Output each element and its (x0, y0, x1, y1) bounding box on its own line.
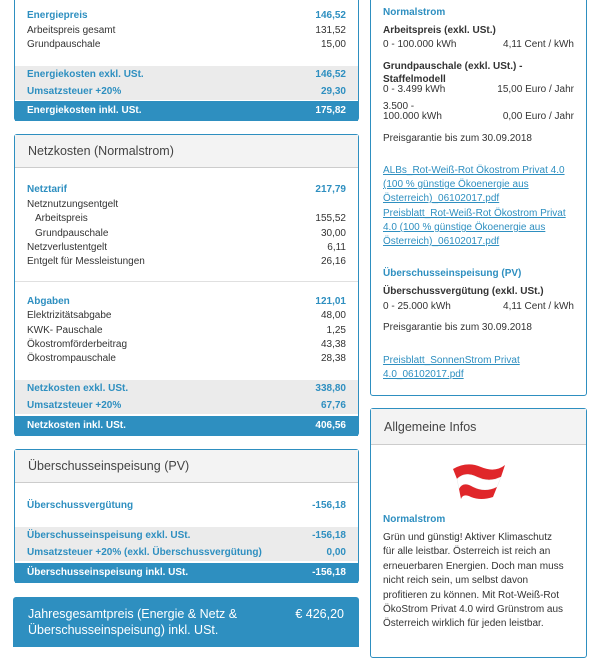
netz-arbeitspreis-row (27, 212, 346, 226)
oekopauschale-label: Ökostrompauschale (27, 353, 116, 364)
sonnenstrom-pdf-link-line[interactable]: Preisblatt_SonnenStrom Privat (383, 355, 520, 366)
abgaben-value: 121,01 (315, 296, 346, 307)
tariff-pv-row (383, 300, 574, 314)
kwk-value: 1,25 (326, 325, 346, 336)
tariff-pv-value: 4,11 Cent / kWh (503, 301, 574, 312)
pv-exkl-label: Überschusseinspeisung exkl. USt. (27, 530, 191, 541)
netzkosten-exkl-value: 338,80 (315, 383, 346, 394)
info-text-line: Grün und günstig! Aktiver Klimaschutz (383, 532, 552, 543)
preisblatt-pdf-link-line[interactable]: Österreich)_06102017.pdf (383, 236, 500, 247)
netzkosten-inkl-label: Netzkosten inkl. USt. (27, 420, 126, 431)
pv-ust-label: Umsatzsteuer +20% (exkl. Überschussvergütung) (27, 547, 262, 558)
tariff-g1-range: 0 - 3.499 kWh (383, 84, 446, 95)
info-text (383, 531, 574, 632)
elektrizitaetsabgabe-value: 48,00 (320, 310, 346, 321)
pv-title: Überschusseinspeisung (PV) (15, 450, 358, 483)
pv-verguetung-row (27, 499, 346, 513)
netznutzung-label: Netznutzungsentgelt (27, 199, 119, 210)
grundpauschale-value: 15,00 (320, 39, 346, 50)
albs-pdf-link[interactable] (383, 164, 574, 206)
elektrizitaetsabgabe-row (27, 309, 346, 323)
arbeitspreis-value: 131,52 (315, 25, 346, 36)
netzkosten-inkl-value: 406,56 (315, 420, 346, 431)
netzkosten-exkl-label: Netzkosten exkl. USt. (27, 383, 129, 394)
messleistung-label: Entgelt für Messleistungen (27, 256, 145, 267)
energiekosten-exkl-value: 146,52 (315, 69, 346, 80)
pv-inkl-label: Überschusseinspeisung inkl. USt. (27, 567, 189, 578)
netz-grund-row (27, 227, 346, 241)
netznutzung-row (27, 198, 346, 212)
tariff-panel (370, 0, 587, 396)
netz-divider (15, 281, 358, 282)
info-text-line: nicht reich sein, um selbst davon (383, 575, 529, 587)
jahresgesamtpreis-label-1: Jahresgesamtpreis (Energie & Netz & (28, 607, 238, 621)
energiekosten-exkl-label: Energiekosten exkl. USt. (27, 69, 144, 80)
info-text-line: erneuerbaren Energien. Doch man muss (383, 560, 564, 572)
oekofoerder-row (27, 338, 346, 352)
pv-exkl-row (15, 527, 358, 544)
energiekosten-exkl-row (15, 66, 358, 83)
albs-pdf-link-line[interactable]: ALBs_Rot-Weiß-Rot Ökostrom Privat 4.0 (383, 165, 565, 176)
energiekosten-inkl-value: 175,82 (315, 105, 346, 116)
jahresgesamtpreis-label-2: Überschusseinspeisung) inkl. USt. (28, 623, 219, 637)
grundpauschale-row (27, 38, 346, 52)
pv-ust-row (15, 544, 358, 561)
netzverlust-value: 6,11 (327, 242, 346, 253)
sonnenstrom-pdf-link-line[interactable]: 4.0_06102017.pdf (383, 369, 464, 380)
info-text-line: für alle leistbar. Österreich ist reich an (383, 546, 551, 558)
tariff-pv-range: 0 - 25.000 kWh (383, 301, 451, 312)
netz-grund-value: 30,00 (320, 228, 346, 239)
tariff-normalstrom-heading: Normalstrom (383, 7, 446, 18)
pv-inkl-row (15, 563, 358, 583)
tariff-grund-heading-2: Staffelmodell (383, 74, 446, 85)
info-heading: Normalstrom (383, 514, 446, 525)
tariff-g2-range-1: 3.500 - (383, 101, 415, 112)
pv-verguetung-label: Überschussvergütung (27, 500, 134, 511)
netz-arbeitspreis-value: 155,52 (315, 213, 346, 224)
tariff-g2-row (383, 110, 574, 124)
pv-panel (14, 449, 359, 583)
netzkosten-inkl-row (15, 416, 358, 436)
pv-verguetung-value: -156,18 (312, 500, 346, 511)
elektrizitaetsabgabe-label: Elektrizitätsabgabe (27, 310, 112, 321)
albs-pdf-link-line[interactable]: Österreich)_06102017.pdf (383, 193, 500, 204)
oekofoerder-value: 43,38 (320, 339, 346, 350)
albs-pdf-link-line[interactable]: (100 % günstige Ökoenergie aus (383, 179, 529, 190)
tariff-grund-heading-1: Grundpauschale (exkl. USt.) - (383, 61, 523, 72)
info-text-line: profitieren zu können. Mit Rot-Weiß-Rot (383, 589, 559, 601)
netz-ust-row (15, 397, 358, 414)
netz-ust-value: 67,76 (320, 400, 346, 411)
tariff-ap-range: 0 - 100.000 kWh (383, 39, 457, 50)
tariff-g1-value: 15,00 Euro / Jahr (497, 84, 574, 95)
netztarif-label: Netztarif (27, 184, 68, 195)
kwk-row (27, 324, 346, 338)
abgaben-row (27, 295, 346, 309)
tariff-ap-value: 4,11 Cent / kWh (503, 39, 574, 50)
arbeitspreis-row (27, 24, 346, 38)
netz-arbeitspreis-label: Arbeitspreis (35, 213, 88, 224)
preisblatt-pdf-link-line[interactable]: 4.0 (100 % günstige Ökoenergie aus (383, 222, 546, 233)
oekopauschale-value: 28,38 (320, 353, 346, 364)
pv-exkl-value: -156,18 (312, 530, 346, 541)
kwk-label: KWK- Pauschale (27, 325, 103, 336)
netztarif-row (27, 183, 346, 197)
energiepreis-value: 146,52 (315, 10, 346, 21)
tariff-g2-range-2: 100.000 kWh (383, 111, 442, 122)
oekofoerder-label: Ökostromförderbeitrag (27, 339, 128, 350)
tariff-g2-value: 0,00 Euro / Jahr (502, 111, 574, 122)
netztarif-value: 217,79 (315, 184, 346, 195)
tariff-pv-heading: Überschusseinspeisung (PV) (383, 268, 522, 279)
energiekosten-inkl-label: Energiekosten inkl. USt. (27, 105, 142, 116)
sonnenstrom-pdf-link[interactable] (383, 354, 574, 382)
abgaben-label: Abgaben (27, 296, 70, 307)
netzkosten-title: Netzkosten (Normalstrom) (15, 135, 358, 168)
tariff-garantie-1: Preisgarantie bis zum 30.09.2018 (383, 133, 532, 144)
netzverlust-label: Netzverlustentgelt (27, 242, 108, 253)
pv-ust-value: 0,00 (326, 547, 346, 558)
jahresgesamtpreis-box (13, 597, 359, 647)
netzkosten-panel (14, 134, 359, 436)
info-title: Allgemeine Infos (371, 409, 586, 445)
info-text-line: Österreich wirklich für jeden leistbar. (383, 618, 544, 630)
netzverlust-row (27, 241, 346, 255)
energie-ust-value: 29,30 (320, 86, 346, 97)
energiepreis-label: Energiepreis (27, 10, 88, 21)
messleistung-value: 26,16 (320, 256, 346, 267)
info-panel (370, 408, 587, 658)
energie-ust-label: Umsatzsteuer +20% (27, 86, 122, 97)
preisblatt-pdf-link-line[interactable]: Preisblatt_Rot-Weiß-Rot Ökostrom Privat (383, 208, 566, 219)
messleistung-row (27, 255, 346, 269)
netzkosten-exkl-row (15, 380, 358, 397)
tariff-ap-row (383, 38, 574, 52)
tariff-pv-verg-heading: Überschussvergütung (exkl. USt.) (383, 286, 544, 297)
preisblatt-pdf-link[interactable] (383, 207, 574, 249)
arbeitspreis-label: Arbeitspreis gesamt (27, 25, 116, 36)
austria-flag-icon (449, 459, 509, 503)
info-text-line: ÖkoStrom Privat 4.0 wird Grünstrom aus (383, 604, 564, 616)
tariff-garantie-2: Preisgarantie bis zum 30.09.2018 (383, 322, 532, 333)
jahresgesamtpreis-value: € 426,20 (295, 607, 344, 621)
energiepreis-row (27, 9, 346, 23)
tariff-arbeitspreis-heading: Arbeitspreis (exkl. USt.) (383, 25, 496, 36)
netz-ust-label: Umsatzsteuer +20% (27, 400, 122, 411)
pv-inkl-value: -156,18 (312, 567, 346, 578)
netz-grund-label: Grundpauschale (35, 228, 109, 239)
tariff-g1-row (383, 83, 574, 97)
energie-ust-row (15, 83, 358, 100)
energy-panel (14, 0, 359, 121)
oekopauschale-row (27, 352, 346, 366)
grundpauschale-label: Grundpauschale (27, 39, 101, 50)
energiekosten-inkl-row (15, 101, 358, 121)
